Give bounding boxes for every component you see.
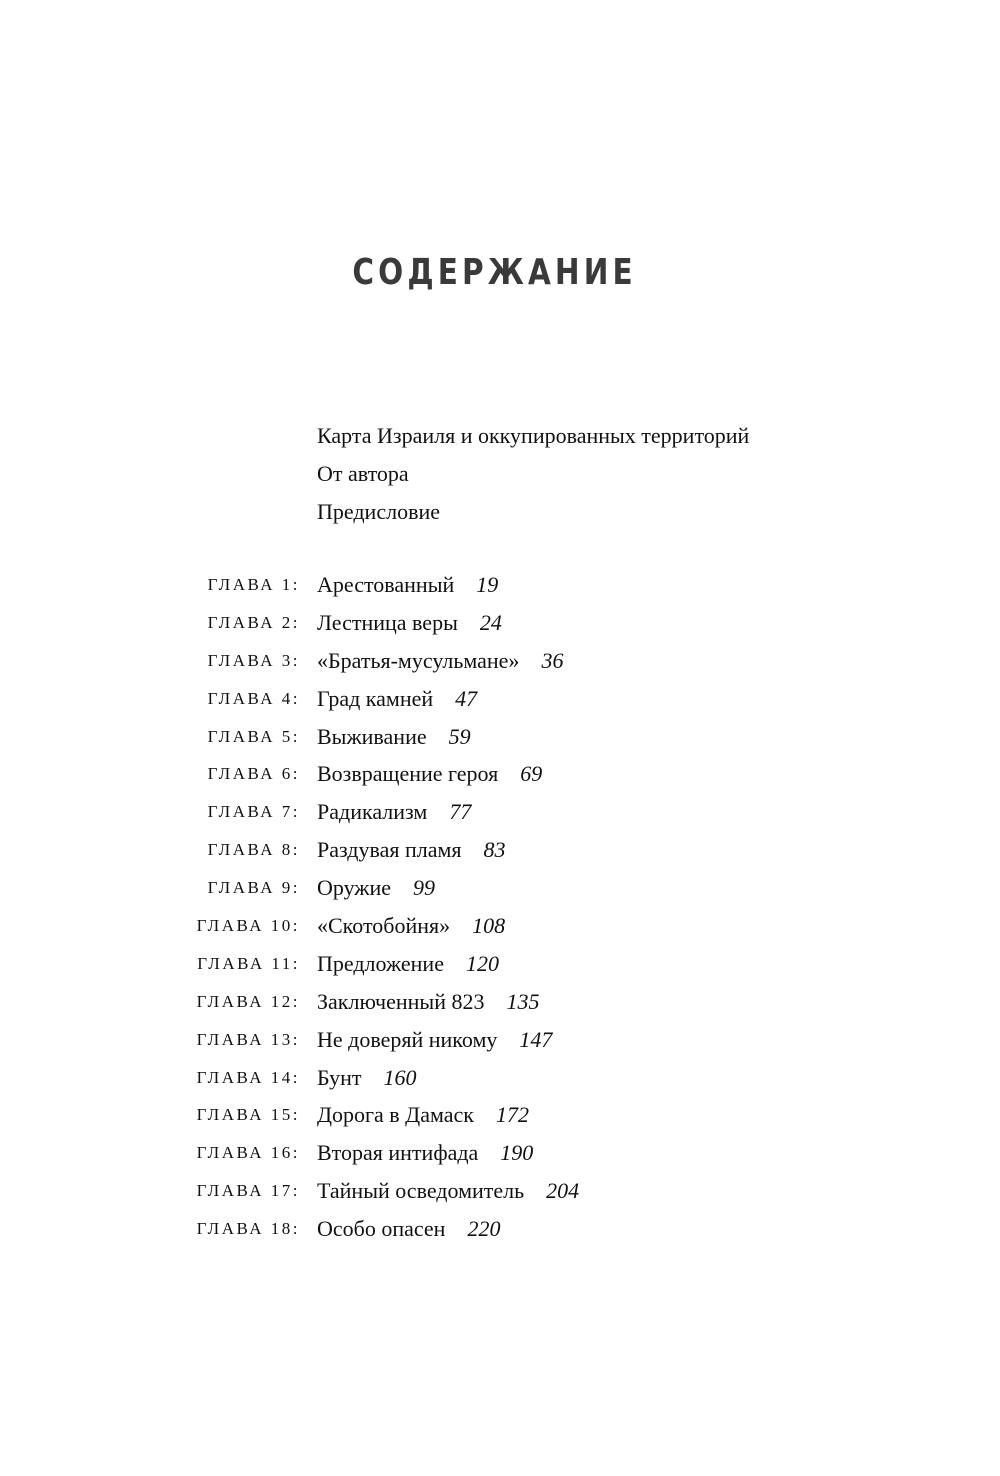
chapter-page-number: 99 <box>413 875 436 901</box>
chapter-page-number: 59 <box>448 723 471 749</box>
chapter-page-number: 147 <box>519 1026 553 1052</box>
chapter-title: Раздувая пламя <box>317 837 462 863</box>
chapter-title: «Братья-мусульмане» <box>317 647 520 673</box>
chapter-label: ГЛАВА 10: <box>196 916 300 936</box>
toc-row-chapter-9[interactable] <box>0 869 1000 907</box>
chapter-title: Дорога в Дамаск <box>317 1102 474 1128</box>
toc-row-chapter-4[interactable] <box>0 680 1000 718</box>
front-matter-item-author-note[interactable]: От автора <box>317 461 409 486</box>
chapter-page-number: 172 <box>495 1102 529 1128</box>
toc-row-chapter-11[interactable] <box>0 945 1000 983</box>
chapter-label: ГЛАВА 11: <box>197 953 300 973</box>
chapter-label: ГЛАВА 8: <box>207 840 300 860</box>
toc-row-chapter-6[interactable] <box>0 755 1000 793</box>
chapter-label: ГЛАВА 14: <box>196 1067 300 1087</box>
chapter-label: ГЛАВА 2: <box>207 612 300 632</box>
chapter-title: Заключенный 823 <box>317 988 485 1014</box>
toc-row-chapter-12[interactable] <box>0 983 1000 1021</box>
chapter-label: ГЛАВА 18: <box>196 1219 300 1239</box>
chapter-label: ГЛАВА 5: <box>207 726 300 746</box>
toc-row-chapter-2[interactable] <box>0 604 1000 642</box>
chapter-label: ГЛАВА 15: <box>196 1105 300 1125</box>
chapter-title: Особо опасен <box>317 1216 446 1242</box>
chapter-title: Возвращение героя <box>317 761 499 787</box>
chapter-label: ГЛАВА 6: <box>207 764 300 784</box>
chapter-page-number: 120 <box>465 950 499 976</box>
chapter-page-number: 69 <box>520 761 543 787</box>
chapter-page-number: 47 <box>455 685 478 711</box>
chapter-label: ГЛАВА 13: <box>196 1029 300 1049</box>
chapter-page-number: 36 <box>541 647 564 673</box>
toc-row-chapter-7[interactable] <box>0 793 1000 831</box>
chapter-page-number: 83 <box>483 837 506 863</box>
front-matter-item-map[interactable]: Карта Израиля и оккупированных территорий <box>317 423 750 448</box>
chapter-title: Лестница веры <box>317 609 458 635</box>
chapter-label: ГЛАВА 9: <box>207 878 300 898</box>
chapter-title: Тайный осведомитель <box>317 1178 525 1204</box>
toc-row-chapter-1[interactable] <box>0 566 1000 604</box>
toc-row-chapter-10[interactable] <box>0 907 1000 945</box>
chapter-title: Выживание <box>317 723 427 749</box>
chapter-title: Оружие <box>317 875 392 901</box>
chapter-page-number: 77 <box>449 799 472 825</box>
chapter-page-number: 160 <box>383 1064 417 1090</box>
toc-row-chapter-14[interactable] <box>0 1059 1000 1097</box>
toc-row-chapter-17[interactable] <box>0 1172 1000 1210</box>
chapter-label: ГЛАВА 3: <box>207 650 300 670</box>
toc-row-chapter-5[interactable] <box>0 718 1000 756</box>
chapter-page-number: 190 <box>500 1140 534 1166</box>
toc-row-chapter-16[interactable] <box>0 1134 1000 1172</box>
chapter-title: Бунт <box>317 1064 362 1090</box>
chapter-title: Радикализм <box>317 799 428 825</box>
chapter-label: ГЛАВА 16: <box>196 1143 300 1163</box>
chapter-list <box>0 566 1000 1248</box>
chapter-label: ГЛАВА 7: <box>207 802 300 822</box>
chapter-page-number: 204 <box>546 1178 580 1204</box>
chapter-title: «Скотобойня» <box>317 913 451 939</box>
toc-row-chapter-18[interactable] <box>0 1210 1000 1248</box>
toc-row-chapter-3[interactable] <box>0 642 1000 680</box>
toc-row-chapter-8[interactable] <box>0 831 1000 869</box>
front-matter-item-preface[interactable]: Предисловие <box>317 499 440 524</box>
chapter-title: Град камней <box>317 685 434 711</box>
chapter-label: ГЛАВА 1: <box>207 575 300 594</box>
chapter-page-number: 108 <box>472 913 506 939</box>
chapter-title: Арестованный <box>317 572 455 597</box>
chapter-label: ГЛАВА 4: <box>207 688 300 708</box>
page-title: СОДЕРЖАНИЕ <box>352 252 637 293</box>
chapter-title: Не доверяй никому <box>317 1026 498 1052</box>
chapter-page-number: 220 <box>467 1216 501 1242</box>
chapter-page-number: 24 <box>479 609 502 635</box>
chapter-title: Вторая интифада <box>317 1140 479 1166</box>
chapter-label: ГЛАВА 17: <box>196 1181 300 1201</box>
chapter-title: Предложение <box>317 950 444 976</box>
front-matter-list <box>317 417 749 531</box>
toc-row-chapter-13[interactable] <box>0 1021 1000 1059</box>
toc-row-chapter-15[interactable] <box>0 1096 1000 1134</box>
chapter-page-number: 19 <box>476 572 499 597</box>
chapter-page-number: 135 <box>506 988 540 1014</box>
chapter-label: ГЛАВА 12: <box>196 991 300 1011</box>
